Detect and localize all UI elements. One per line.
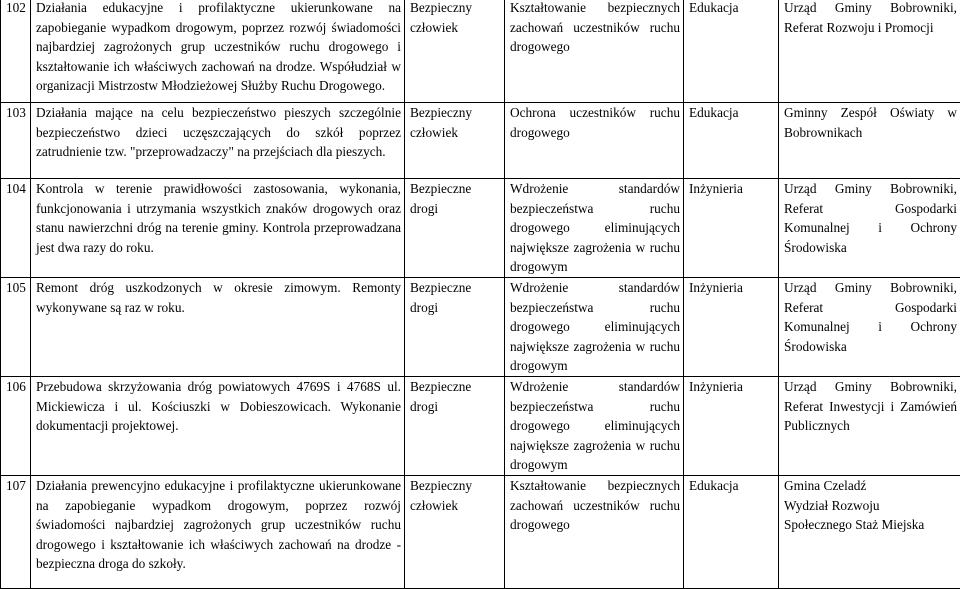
task-description: Działania prewencyjno edukacyjne i profilaktyczne ukierunkowane na zapobieganie wypadkom drogowym, poprzez rozwój świadomości najbardziej zagrożonych grup uczestników ruchu drogowego i kształtowanie ich właściwych zachowań na drodze - bezpieczna droga do szkoły. [31, 475, 405, 588]
unit-cell: Urząd Gminy Bobrowniki, Referat Gospodarki Komunalnej i Ochrony Środowiska [779, 179, 960, 278]
table-row [1, 0, 960, 103]
goal-cell: Wdrożenie standardów bezpieczeństwa ruchu drogowego eliminujących największe zagrożenia w ruchu drogowym [505, 376, 684, 475]
task-description: Kontrola w terenie prawidłowości zastosowania, wykonania, funkcjonowania i utrzymania wszystkich znaków drogowych oraz stanu nawierzchni dróg na terenie gminy. Kontrola przeprowadzana jest dwa razy do roku. [31, 179, 405, 278]
goal-cell: Kształtowanie bezpiecznych zachowań uczestników ruchu drogowego [505, 475, 684, 588]
area-cell: Bezpieczne drogi [405, 376, 505, 475]
table-row [1, 277, 960, 376]
table-row [1, 376, 960, 475]
type-cell: Inżynieria [684, 277, 779, 376]
row-number: 103 [1, 103, 31, 179]
type-cell: Inżynieria [684, 179, 779, 278]
unit-line: Wydział Rozwoju [784, 496, 957, 516]
type-cell: Edukacja [684, 103, 779, 179]
area-cell: Bezpieczne drogi [405, 277, 505, 376]
task-description: Remont dróg uszkodzonych w okresie zimowym. Remonty wykonywane są raz w roku. [31, 277, 405, 376]
unit-cell: Urząd Gminy Bobrowniki, Referat Rozwoju i Promocji [779, 0, 960, 103]
row-number: 104 [1, 179, 31, 278]
unit-cell: Gminny Zespół Oświaty w Bobrownikach [779, 103, 960, 179]
goal-cell: Wdrożenie standardów bezpieczeństwa ruchu drogowego eliminujących największe zagrożenia w ruchu drogowym [505, 277, 684, 376]
type-cell: Edukacja [684, 0, 779, 103]
unit-line: Społecznego Staż Miejska [784, 515, 957, 535]
table-row [1, 475, 960, 588]
goal-cell: Ochrona uczestników ruchu drogowego [505, 103, 684, 179]
row-number: 106 [1, 376, 31, 475]
row-number: 105 [1, 277, 31, 376]
task-description: Przebudowa skrzyżowania dróg powiatowych 4769S i 4768S ul. Mickiewicza i ul. Kościuszki w Dobieszowicach. Wykonanie dokumentacji projektowej. [31, 376, 405, 475]
table-row [1, 179, 960, 278]
unit-cell [779, 475, 960, 588]
row-number: 102 [1, 0, 31, 103]
unit-cell: Urząd Gminy Bobrowniki, Referat Inwestycji i Zamówień Publicznych [779, 376, 960, 475]
area-cell: Bezpieczny człowiek [405, 475, 505, 588]
goal-cell: Kształtowanie bezpiecznych zachowań uczestników ruchu drogowego [505, 0, 684, 103]
unit-line: Gmina Czeladź [784, 476, 957, 496]
unit-cell: Urząd Gminy Bobrowniki, Referat Gospodarki Komunalnej i Ochrony Środowiska [779, 277, 960, 376]
task-description: Działania edukacyjne i profilaktyczne ukierunkowane na zapobieganie wypadkom drogowym, poprzez rozwój świadomości najbardziej zagrożonych grup uczestników ruchu drogowego i kształtowanie ich właściwych zachowań na drodze. Współudział w organizacji Mistrzostw Młodzieżowej Służby Ruchu Drogowego. [31, 0, 405, 103]
row-number: 107 [1, 475, 31, 588]
type-cell: Inżynieria [684, 376, 779, 475]
area-cell: Bezpieczne drogi [405, 179, 505, 278]
area-cell: Bezpieczny człowiek [405, 103, 505, 179]
table-row [1, 103, 960, 179]
type-cell: Edukacja [684, 475, 779, 588]
task-description: Działania mające na celu bezpieczeństwo pieszych szczególnie bezpieczeństwo dzieci uczęszczających do szkół poprzez zatrudnienie tzw. "przeprowadzaczy" na przejściach dla pieszych. [31, 103, 405, 179]
area-cell: Bezpieczny człowiek [405, 0, 505, 103]
goal-cell: Wdrożenie standardów bezpieczeństwa ruchu drogowego eliminujących największe zagrożenia w ruchu drogowym [505, 179, 684, 278]
